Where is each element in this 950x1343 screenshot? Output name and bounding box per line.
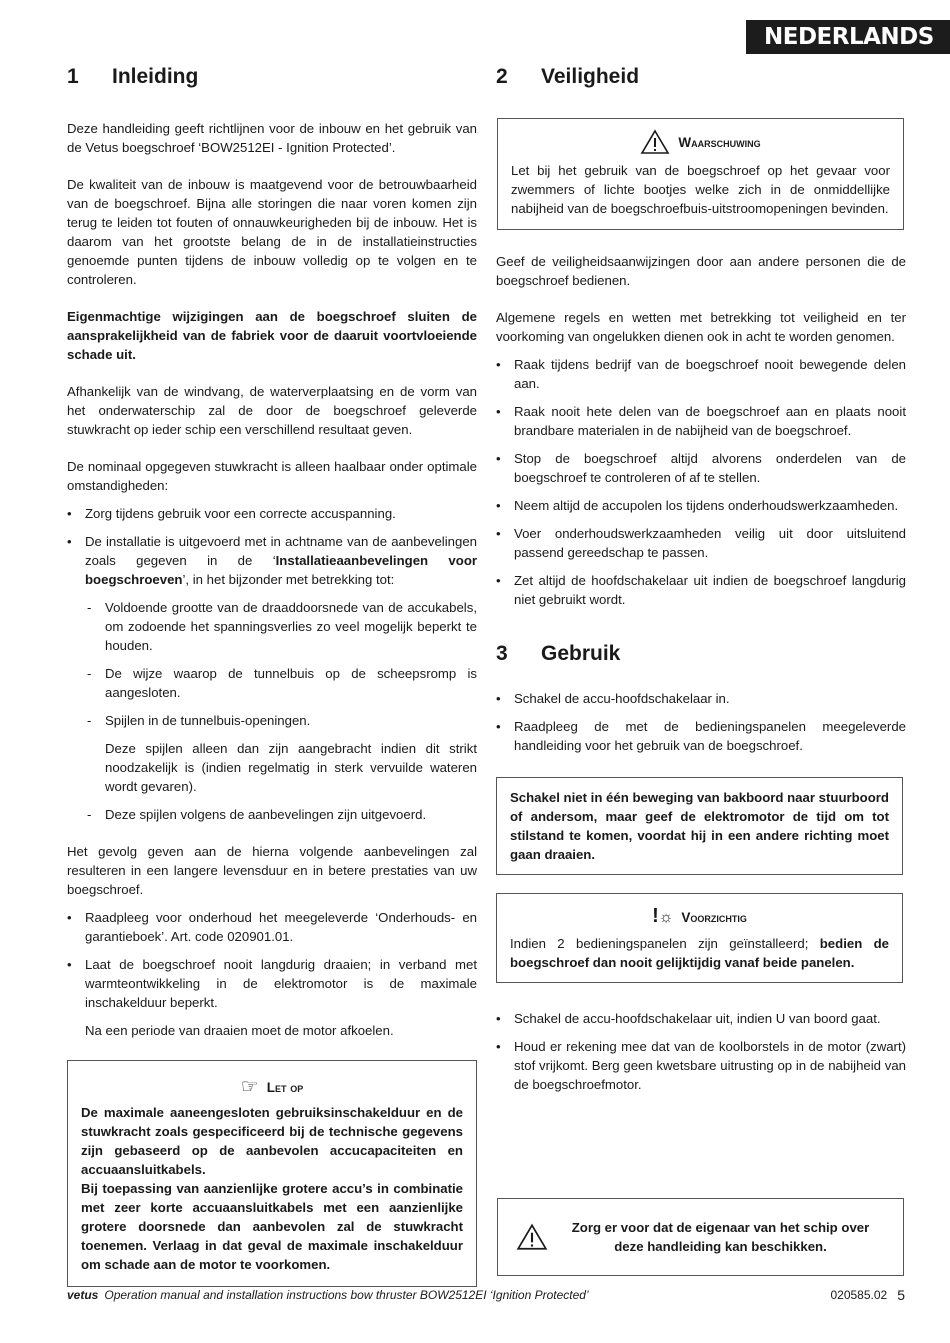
recommendations-paragraph: Het gevolg geven aan de hierna volgende aanbevelingen zal resulteren in een langere levensduur en in betere prestaties van uw boegschroef.	[67, 844, 477, 897]
list-item: • Voer onderhoudswerkzaamheden veilig uit door uitsluitend passend gereedschap te passen.	[496, 526, 906, 560]
list-item: • Zet altijd de hoofdschakelaar uit indien de boegschroef langdurig niet gebruikt wordt.	[496, 573, 906, 607]
section-1-heading	[67, 62, 477, 92]
footer-title: Operation manual and installation instructions bow thruster BOW2512EI ‘Ignition Protected’	[104, 1288, 589, 1302]
safety-pass-on-paragraph: Geef de veiligheidsaanwijzingen door aan andere personen die de boegschroef bedienen.	[496, 254, 906, 288]
list-item: • Zorg tijdens gebruik voor een correcte accuspanning.	[67, 506, 396, 521]
list-item: • Schakel de accu-hoofdschakelaar in.	[496, 691, 730, 706]
caution-exclamation-icon: !☼	[652, 905, 674, 927]
pointing-hand-icon: ☞	[240, 1076, 259, 1098]
warning-box-text: Let bij het gebruik van de boegschroef op het gevaar voor zwemmers of lichte bootjes welke zich in de onmiddellijke nabijheid van de boegschroefbuis-uitstroomopeningen bevinden.	[511, 163, 890, 216]
owner-box-text: Zorg er voor dat de eigenaar van het schip over deze handleiding kan beschikken.	[571, 1220, 870, 1254]
warning-box	[497, 118, 904, 230]
caution-box	[496, 893, 903, 983]
note-box-title: Let op	[266, 1079, 304, 1095]
list-item: • Houd er rekening mee dat van de koolborstels in de motor (zwart) stof vrijkomt. Berg geen kwetsbare uitrusting op in de nabijheid van de boegschroefmotor.	[496, 1039, 906, 1092]
direction-warning-box	[496, 777, 903, 875]
maintenance-list	[67, 908, 477, 1012]
note-box-header	[81, 1077, 463, 1097]
list-item: • Raak tijdens bedrijf van de boegschroef nooit bewegende delen aan.	[496, 357, 906, 391]
list-item: • Neem altijd de accupolen los tijdens onderhoudswerkzaamheden.	[496, 498, 899, 513]
list-item: - Deze spijlen volgens de aanbevelingen zijn uitgevoerd.	[87, 807, 427, 822]
liability-paragraph: Eigenmachtige wijzigingen aan de boegschroef sluiten de aansprakelijkheid van de fabriek voor de daaruit voortvloeiende schade uit.	[67, 309, 477, 362]
warning-triangle-icon	[516, 1223, 548, 1251]
safety-rules-paragraph: Algemene regels en wetten met betrekking tot veiligheid en ter voorkoming van ongelukken dienen ook in acht te worden genomen.	[496, 310, 906, 344]
section-number: 1	[67, 65, 79, 88]
owner-box	[497, 1198, 904, 1276]
caution-box-text: Indien 2 bedieningspanelen zijn geïnstalleerd; bedien de boegschroef dan nooit gelijktijdig vanaf beide panelen.	[510, 936, 889, 970]
list-item: - Voldoende grootte van de draaddoorsnede van de accukabels, om zodoende het spanningsverlies zo veel mogelijk beperkt te houden.	[87, 600, 477, 653]
list-item: • De installatie is uitgevoerd met in achtname van de aanbevelingen zoals gegeven in de ‘Installatieaanbevelingen voor boegschroeven’, in het bijzonder met betrekking tot:	[67, 534, 478, 587]
leaving-list	[496, 1009, 906, 1094]
note-box	[67, 1060, 477, 1287]
list-item: • Raadpleeg de met de bedieningspanelen meegeleverde handleiding voor het gebruik van de boegschroef.	[496, 719, 906, 753]
list-item: • Laat de boegschroef nooit langdurig draaien; in verband met warmteontwikkeling in de elektromotor is de maximale inschakelduur beperkt.	[67, 957, 477, 1010]
intro-paragraph: Deze handleiding geeft richtlijnen voor de inbouw en het gebruik van de Vetus boegschroef ‘BOW2512EI - Ignition Protected’.	[67, 121, 477, 155]
section-title: Gebruik	[541, 642, 621, 665]
left-column	[67, 62, 477, 1287]
quality-paragraph: De kwaliteit van de inbouw is maatgevend voor de betrouwbaarheid van de boegschroef. Bijna alle storingen die naar voren komen zijn terug te leiden tot fouten of onnauwkeurigheden bij de inbouw. Het is daarom van het grootste belang de in de installatieinstructies genoemde punten tijdens de inbouw volledig op te volgen en te controleren.	[67, 177, 477, 287]
section-3-heading	[496, 639, 906, 669]
list-item: • Raak nooit hete delen van de boegschroef aan en plaats nooit brandbare materialen in de nabijheid van de boegschroef.	[496, 404, 906, 438]
conditions-list	[67, 504, 477, 589]
sub-list	[67, 805, 477, 824]
language-tab: NEDERLANDS	[746, 20, 950, 54]
caution-box-header	[510, 906, 889, 928]
section-2-heading	[496, 62, 906, 92]
thrust-paragraph: Afhankelijk van de windvang, de waterverplaatsing en de vorm van het onderwaterschip zal de door de boegschroef geleverde stuwkracht op ieder schip een verschillend resultaat geven.	[67, 384, 477, 437]
list-item: • Stop de boegschroef altijd alvorens onderdelen van de boegschroef te controleren of af te stellen.	[496, 451, 906, 485]
right-column	[496, 62, 906, 1094]
note-box-text: Bij toepassing van aanzienlijke grotere accu’s in combinatie met zeer korte accuaansluitkabels met een aanzienlijke grotere doorsnede dan aanbevolen zal de stuwkracht toenemen. Verlaag in dat geval de maximale inschakelduur om schade aan de motor te voorkomen.	[81, 1181, 463, 1272]
section-number: 3	[496, 642, 508, 665]
conditions-paragraph: De nominaal opgegeven stuwkracht is alleen haalbaar onder optimale omstandigheden:	[67, 459, 477, 493]
caution-box-title: Voorzichtig	[681, 909, 747, 925]
sub-note: Deze spijlen alleen dan zijn aangebracht indien dit strikt noodzakelijk is (indien regelmatig in sterk vervuilde wateren wordt gevaren).	[105, 741, 477, 794]
section-title: Veiligheid	[541, 65, 640, 88]
list-item: - De wijze waarop de tunnelbuis op de scheepsromp is aangesloten.	[87, 666, 477, 700]
document-code: 020585.02	[830, 1288, 888, 1302]
cooldown-note: Na een periode van draaien moet de motor afkoelen.	[85, 1023, 394, 1038]
list-item: • Raadpleeg voor onderhoud het meegeleverde ‘Onderhouds- en garantieboek’. Art. code 020901.01.	[67, 910, 477, 944]
section-number: 2	[496, 65, 508, 88]
sub-list	[67, 598, 477, 730]
direction-warning-text: Schakel niet in één beweging van bakboord naar stuurboord of andersom, maar geef de elektromotor de tijd om tot stilstand te komen, voordat hij in een andere richting moet gaan draaien.	[510, 790, 889, 862]
section-title: Inleiding	[112, 65, 199, 88]
warning-box-title: Waarschuwing	[678, 134, 761, 150]
safety-list	[496, 355, 906, 609]
note-box-text: De maximale aaneengesloten gebruiksinschakelduur en de stuwkracht zoals gespecificeerd bij de technische gegevens zijn gebaseerd op de aanbevolen accucapaciteiten en accuaansluitkabels.	[81, 1105, 463, 1177]
list-item: • Schakel de accu-hoofdschakelaar uit, indien U van boord gaat.	[496, 1011, 881, 1026]
usage-list	[496, 689, 906, 755]
list-item: - Spijlen in de tunnelbuis-openingen.	[87, 713, 311, 728]
page-footer	[67, 1287, 905, 1303]
warning-box-header	[511, 129, 890, 155]
page-number: 5	[897, 1287, 905, 1303]
brand-logo: vetus	[67, 1288, 99, 1302]
warning-triangle-icon	[640, 129, 670, 155]
